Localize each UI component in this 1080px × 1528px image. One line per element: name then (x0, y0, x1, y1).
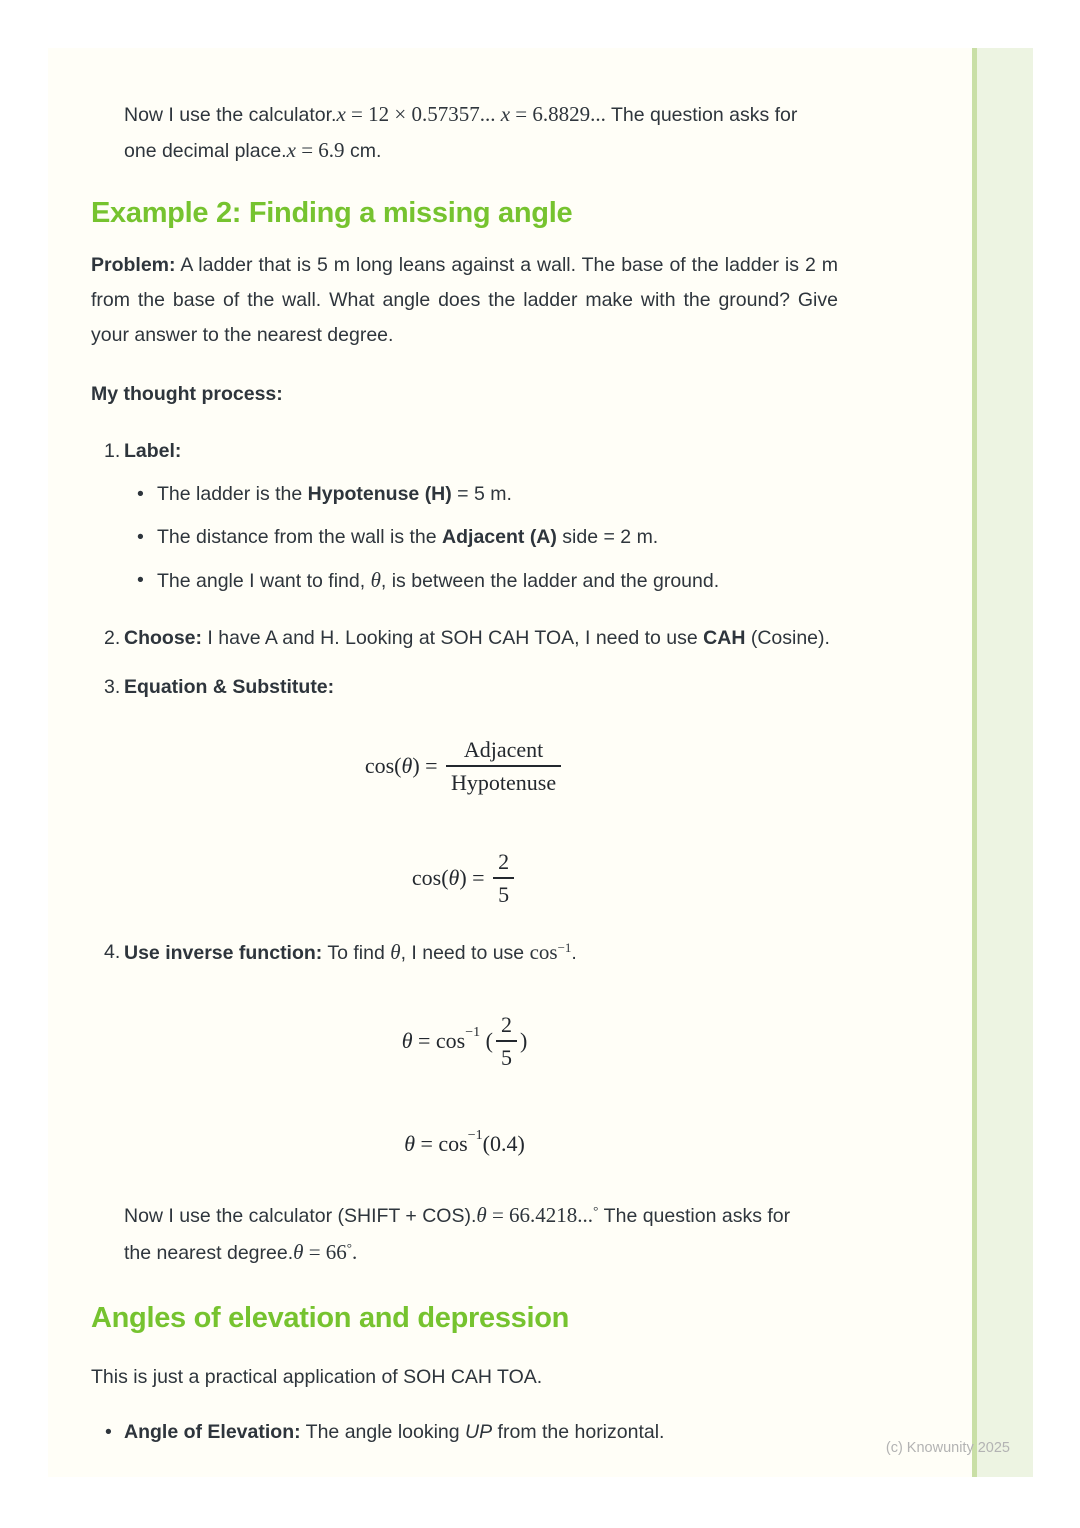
list-item-label-text: Label: (124, 440, 182, 462)
list-item-choose-text: Choose: I have A and H. Looking at SOH CAH TOA, I need to use CAH (Cosine). (124, 627, 830, 649)
page-edge-strip (972, 48, 1033, 1477)
list-item-equation (104, 670, 838, 705)
list-item-inverse-text: Use inverse function: To find θ, I need to use $\cos^{-1}$. (124, 939, 577, 964)
bullet-item-elevation (105, 1415, 838, 1450)
bullet-item-text: The ladder is the Hypotenuse (H) = 5 m. (157, 483, 512, 505)
paragraph-calculator-result-2: Now I use the calculator (SHIFT + COS).θ = 66.4218...° The question asks for the nearest degree.θ = 66°. (124, 1202, 791, 1264)
bullet-item-angle (137, 563, 838, 599)
formula-theta-inverse-fraction: θ = cos −1 ( $\frac{2}{5}$ ) (401, 1011, 528, 1070)
list-item-inverse (104, 935, 838, 972)
list-item-choose (104, 621, 838, 656)
formula-cos-adjacent-hypotenuse: cos( θ ) = $\frac{\text{Adjacent}}{\text{Hypotenuse}}$ (91, 731, 838, 801)
list-number: 2. (104, 627, 121, 649)
formula-cos-two-fifths: cos( θ ) = $\frac{2}{5}$ (91, 843, 838, 913)
heading-example-2: Example 2: Finding a missing angle (91, 197, 573, 229)
heading-angles-elevation-depression: Angles of elevation and depression (91, 1302, 570, 1334)
list-item-label (104, 434, 838, 607)
paragraph-problem: Problem: A ladder that is 5 m long leans against a wall. The base of the ladder is 2 m from the base of the wall. What angle does the ladder make with the ground? Give your answer to the nearest degree. (91, 254, 838, 346)
document-content (91, 97, 838, 1450)
bullet-icon: • (105, 1421, 112, 1443)
bullet-item-hypotenuse (137, 477, 838, 512)
list-number: 3. (104, 676, 121, 698)
list-number: 4. (104, 941, 121, 963)
list-number: 1. (104, 440, 121, 462)
bullet-icon: • (137, 569, 144, 591)
formula-theta-inverse-decimal: θ = cos −1 (0.4) (404, 1128, 525, 1156)
watermark: (c) Knowunity 2025 (885, 1440, 1010, 1456)
bullet-item-text: The angle I want to find, θ, is between the ladder and the ground. (157, 568, 720, 592)
bullet-item-elevation-text: Angle of Elevation: The angle looking UP from the horizontal. (124, 1421, 665, 1443)
label-bullet-list (137, 477, 838, 599)
paragraph-thought-process: My thought process: (91, 383, 283, 405)
bullet-item-adjacent (137, 520, 838, 555)
bullet-icon: • (137, 483, 144, 505)
paragraph-application: This is just a practical application of SOH CAH TOA. (91, 1366, 543, 1388)
list-item-equation-text: Equation & Substitute: (124, 676, 335, 698)
bullet-icon: • (137, 526, 144, 548)
bullet-item-text: The distance from the wall is the Adjacent (A) side = 2 m. (157, 526, 659, 548)
paragraph-calculator-result: Now I use the calculator.x = 12 × 0.57357... x = 6.8829... The question asks for one decimal place.x = 6.9 cm. (124, 102, 798, 162)
document-page (48, 48, 1033, 1477)
